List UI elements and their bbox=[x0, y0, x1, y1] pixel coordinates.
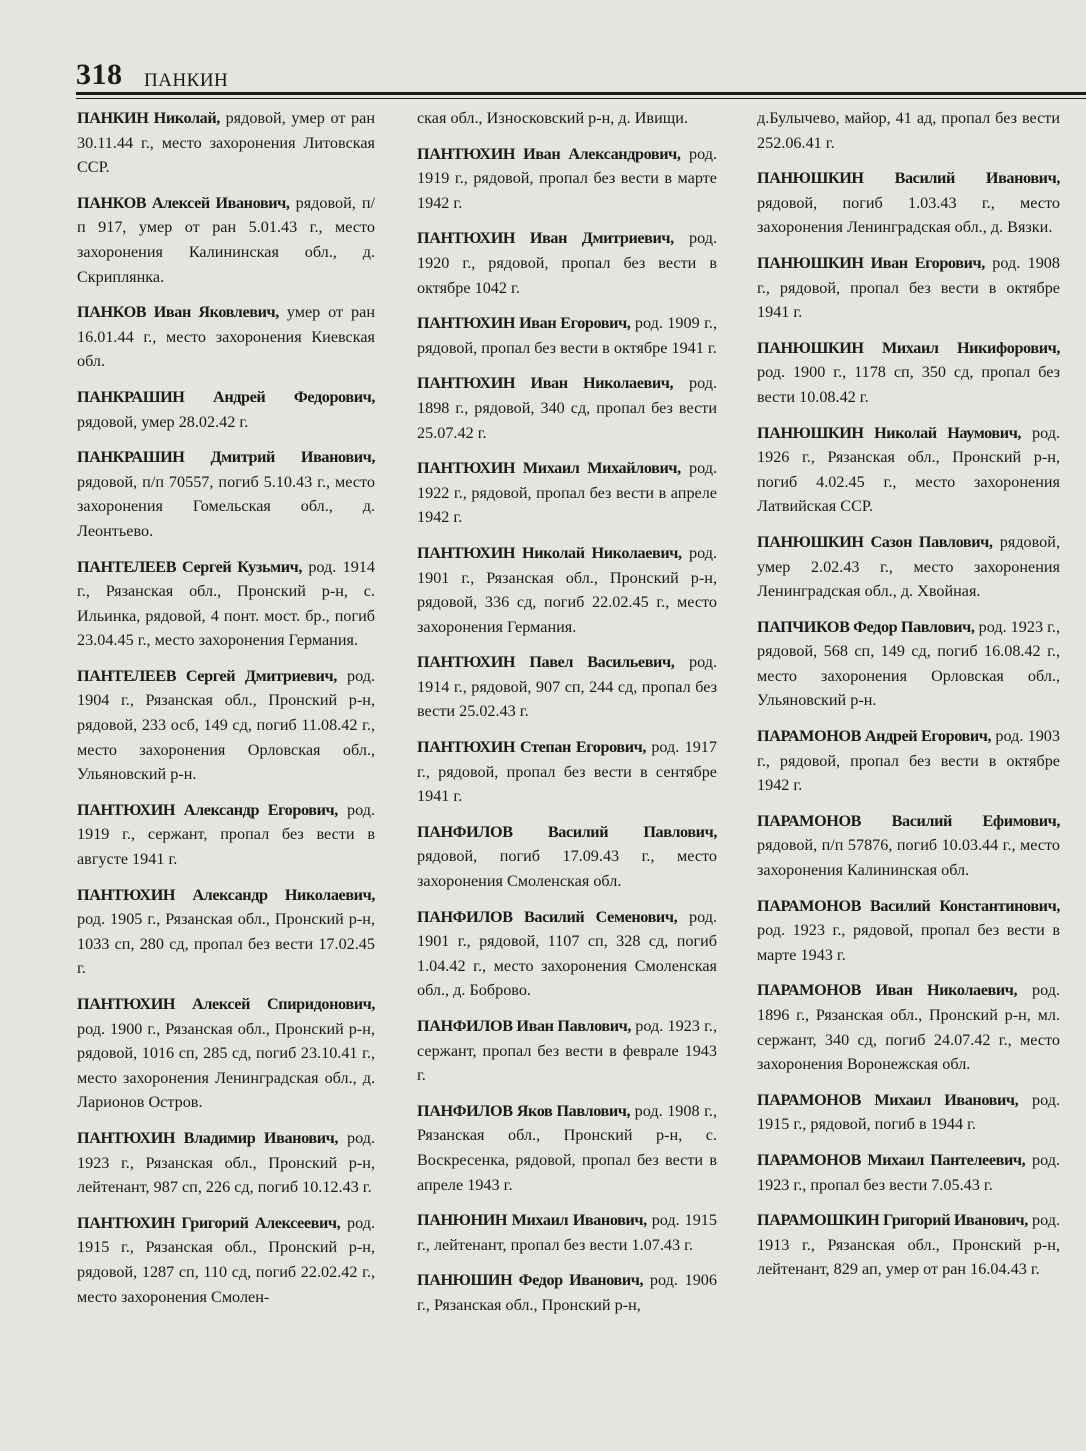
entry-text: рядовой, погиб 17.09.43 г., место захоронения Смоленская обл. bbox=[417, 847, 717, 891]
entry-name: ПАНТЮХИН Александр Егорович, bbox=[77, 800, 338, 819]
entry-text: род. 1922 г., рядовой, пропал без вести в апреле 1942 г. bbox=[417, 459, 717, 527]
entry-text: род. 1917 г., рядовой, пропал без вести в сентябре 1941 г. bbox=[417, 738, 717, 806]
entry-text: род. 1900 г., 1178 сп, 350 сд, пропал без вести 10.08.42 г. bbox=[757, 363, 1060, 406]
list-item bbox=[417, 650, 717, 724]
entry-text: рядовой, п/п 57876, погиб 10.03.44 г., место захоронения Калининская обл. bbox=[757, 836, 1060, 880]
entry-name: ПАНФИЛОВ Иван Павлович, bbox=[417, 1017, 632, 1035]
entry-text: рядовой, умер 28.02.42 г. bbox=[77, 412, 249, 431]
entry-name: ПАНФИЛОВ Василий Семенович, bbox=[417, 907, 678, 926]
entry-name: ПАНКРАШИН Андрей Федорович, bbox=[77, 387, 375, 406]
entry-text: род. 1914 г., Рязанская обл., Пронский р-н, с. Ильинка, рядовой, 4 понт. мост. бр., погиб 23.04.45 г., место захоронения Германия. bbox=[77, 557, 375, 650]
list-item bbox=[757, 615, 1060, 713]
list-item bbox=[77, 883, 375, 981]
list-item bbox=[417, 371, 717, 445]
list-item bbox=[757, 421, 1060, 519]
entry-text: род. 1915 г., Рязанская обл., Пронский р-н, рядовой, 1287 сп, 110 сд, погиб 22.02.42 г., место захоронения Смолен- bbox=[77, 1213, 375, 1306]
entry-text: род. 1923 г., рядовой, 568 сп, 149 сд, погиб 16.08.42 г., место захоронения Орловская обл., Ульяновский р-н. bbox=[757, 617, 1061, 710]
entry-name: ПАНТЮХИН Иван Дмитриевич, bbox=[417, 229, 674, 248]
entry-text: рядовой, умер от ран 30.11.44 г., место захоронения Литовская ССР. bbox=[77, 109, 375, 177]
list-item bbox=[417, 541, 717, 639]
list-item bbox=[417, 1014, 717, 1088]
entry-text: род. 1915 г., лейтенант, пропал без вести 1.07.43 г. bbox=[417, 1211, 717, 1254]
entry-name: ПАНКРАШИН Дмитрий Иванович, bbox=[77, 448, 375, 467]
entry-text: род. 1903 г., рядовой, пропал без вести в октябре 1942 г. bbox=[757, 727, 1060, 795]
entry-text: рядовой, умер 2.02.43 г., место захоронения Ленинградская обл., д. Хвойная. bbox=[757, 532, 1060, 601]
entry-text: род. 1904 г., Рязанская обл., Пронский р-н, рядовой, 233 осб, 149 сд, погиб 11.08.42 г., место захоронения Орловская обл., Ульяновский р-н. bbox=[77, 666, 375, 784]
list-item bbox=[757, 166, 1060, 240]
entry-name: ПАНТЮХИН Степан Егорович, bbox=[417, 738, 647, 757]
list-item bbox=[417, 456, 717, 530]
list-item bbox=[757, 809, 1060, 883]
entry-text: рядовой, п/п 70557, погиб 5.10.43 г., место захоронения Гомельская обл., д. Леонтьево. bbox=[77, 472, 375, 540]
entry-name: ПАНЮШКИН Михаил Никифорович, bbox=[757, 338, 1060, 357]
entry-text: род. 1901 г., рядовой, 1107 сп, 328 сд, погиб 1.04.42 г., место захоронения Смоленская обл., д. Боброво. bbox=[417, 907, 718, 1000]
entry-text: род. 1919 г., рядовой, пропал без вести в марте 1942 г. bbox=[417, 144, 717, 212]
entry-text: род. 1896 г., Рязанская обл., Пронский р-н, мл. сержант, 340 сд, погиб 24.07.42 г., место захоронения Воронежская обл. bbox=[757, 981, 1060, 1074]
list-item bbox=[77, 106, 375, 180]
list-item bbox=[417, 1268, 717, 1317]
list-item bbox=[77, 385, 375, 434]
entry-name: ПАНФИЛОВ Яков Павлович, bbox=[417, 1101, 631, 1120]
entry-name: ПАПЧИКОВ Федор Павлович, bbox=[757, 617, 975, 636]
list-item bbox=[417, 1208, 717, 1257]
entry-text: род. 1915 г., рядовой, погиб в 1944 г. bbox=[757, 1090, 1060, 1134]
list-item bbox=[757, 724, 1060, 798]
continued-entry-text: ская обл., Износковский р-н, д. Ивищи. bbox=[417, 109, 688, 127]
list-item bbox=[77, 664, 375, 787]
entry-text: род. 1898 г., рядовой, 340 сд, пропал без вести 25.07.42 г. bbox=[417, 374, 717, 442]
entry-name: ПАНКОВ Иван Яковлевич, bbox=[77, 303, 279, 322]
list-item bbox=[77, 798, 375, 872]
list-item bbox=[417, 905, 717, 1003]
entry-name: ПАНТЮХИН Иван Александрович, bbox=[417, 144, 681, 163]
entry-text: род. 1923 г., рядовой, пропал без вести в марте 1943 г. bbox=[757, 921, 1060, 964]
list-item bbox=[757, 251, 1060, 325]
list-item bbox=[417, 311, 717, 360]
entry-name: ПАНЮШИН Федор Иванович, bbox=[417, 1271, 644, 1290]
list-item bbox=[77, 300, 375, 374]
entry-name: ПАНЮШКИН Василий Иванович, bbox=[757, 169, 1060, 188]
entry-text: род. 1901 г., Рязанская обл., Пронский р-н, рядовой, 336 сд, погиб 22.02.45 г., место захоронения Германия. bbox=[417, 543, 718, 636]
column-2 bbox=[417, 106, 717, 1329]
entry-name: ПАРАМОНОВ Иван Николаевич, bbox=[757, 981, 1018, 1000]
entry-name: ПАРАМОНОВ Михаил Пантелеевич, bbox=[757, 1150, 1026, 1169]
list-item bbox=[77, 1211, 375, 1309]
entry-name: ПАНКИН Николай, bbox=[77, 109, 220, 127]
entry-text: род. 1919 г., сержант, пропал без вести в августе 1941 г. bbox=[77, 800, 375, 869]
entry-name: ПАНЮШКИН Сазон Павлович, bbox=[757, 532, 993, 551]
entry-text: род. 1926 г., Рязанская обл., Пронский р-н, погиб 4.02.45 г., место захоронения Латвийская ССР. bbox=[757, 423, 1060, 516]
list-item bbox=[757, 1088, 1060, 1137]
entry-name: ПАНЮШКИН Иван Егорович, bbox=[757, 253, 985, 272]
entry-name: ПАРАМОШКИН Григорий Иванович, bbox=[757, 1211, 1028, 1230]
entry-name: ПАНТЮХИН Александр Николаевич, bbox=[77, 885, 375, 904]
entry-name: ПАНТЮХИН Иван Егорович, bbox=[417, 314, 631, 333]
list-item bbox=[757, 530, 1060, 604]
header-rule-thin bbox=[76, 98, 1086, 99]
entry-text: род. 1908 г., рядовой, пропал без вести в октябре 1941 г. bbox=[757, 253, 1060, 322]
entry-name: ПАНТЮХИН Григорий Алексеевич, bbox=[77, 1213, 341, 1232]
entry-text: род. 1900 г., Рязанская обл., Пронский р-н, рядовой, 1016 сп, 285 сд, погиб 23.10.41 г., место захоронения Ленинградская обл., д. Ларионов Остров. bbox=[77, 1019, 375, 1112]
running-head: ПАНКИН bbox=[144, 70, 229, 91]
list-item bbox=[757, 1148, 1060, 1197]
column-1 bbox=[77, 106, 375, 1320]
entry-name: ПАНЮНИН Михаил Иванович, bbox=[417, 1211, 647, 1230]
entry-text: род. 1908 г., Рязанская обл., Пронский р-н, с. Воскресенка, рядовой, пропал без вести в апреле 1943 г. bbox=[417, 1101, 718, 1194]
entry-name: ПАНТЮХИН Владимир Иванович, bbox=[77, 1128, 338, 1147]
entry-name: ПАНТЮХИН Иван Николаевич, bbox=[417, 374, 674, 393]
entry-name: ПАРАМОНОВ Михаил Иванович, bbox=[757, 1090, 1019, 1109]
list-item bbox=[757, 894, 1060, 968]
list-item bbox=[77, 555, 375, 653]
column-3 bbox=[757, 106, 1060, 1293]
list-item bbox=[757, 978, 1060, 1076]
entry-name: ПАРАМОНОВ Андрей Егорович, bbox=[757, 727, 992, 746]
list-item bbox=[757, 1208, 1060, 1282]
entry-name: ПАНТЮХИН Николай Николаевич, bbox=[417, 543, 682, 562]
entry-text: род. 1906 г., Рязанская обл., Пронский р-н, bbox=[417, 1271, 717, 1314]
list-item bbox=[77, 445, 375, 543]
list-item bbox=[757, 336, 1060, 410]
list-item bbox=[417, 820, 717, 894]
page-header bbox=[76, 58, 1086, 94]
continued-entry-text: д.Булычево, майор, 41 ад, пропал без вести 252.06.41 г. bbox=[757, 109, 1060, 152]
entry-text: род. 1913 г., Рязанская обл., Пронский р-н, лейтенант, 829 ап, умер от ран 16.04.43 г. bbox=[757, 1211, 1060, 1279]
list-item bbox=[417, 142, 717, 216]
entry-name: ПАНЮШКИН Николай Наумович, bbox=[757, 423, 1022, 442]
entry-name: ПАНФИЛОВ Василий Павлович, bbox=[417, 822, 717, 841]
entry-text: род. 1909 г., рядовой, пропал без вести в октябре 1941 г. bbox=[417, 314, 717, 357]
entry-text: род. 1923 г., пропал без вести 7.05.43 г. bbox=[757, 1150, 1060, 1194]
entry-text: род. 1923 г., Рязанская обл., Пронский р-н, лейтенант, 987 сп, 226 сд, погиб 10.12.43 г. bbox=[77, 1128, 375, 1197]
entry-text: рядовой, погиб 1.03.43 г., место захоронения Ленинградская обл., д. Вязки. bbox=[757, 193, 1060, 237]
entry-text: род. 1920 г., рядовой, пропал без вести в октябре 1042 г. bbox=[417, 229, 718, 297]
list-item bbox=[77, 191, 375, 289]
entry-name: ПАНТЮХИН Алексей Спиридонович, bbox=[77, 995, 375, 1013]
entry-text: умер от ран 16.01.44 г., место захоронения Киевская обл. bbox=[77, 303, 375, 371]
entry-name: ПАНТЮХИН Павел Васильевич, bbox=[417, 653, 675, 672]
list-item bbox=[77, 1126, 375, 1200]
header-rule-thick bbox=[76, 92, 1086, 95]
entry-name: ПАНТЕЛЕЕВ Сергей Кузьмич, bbox=[77, 557, 303, 576]
list-item bbox=[417, 226, 717, 300]
entry-name: ПАНТЕЛЕЕВ Сергей Дмитриевич, bbox=[77, 666, 337, 685]
entry-name: ПАРАМОНОВ Василий Константинович, bbox=[757, 896, 1060, 915]
entry-text: род. 1905 г., Рязанская обл., Пронский р-н, 1033 сп, 280 сд, пропал без вести 17.02.45 г. bbox=[77, 910, 375, 978]
page-number: 318 bbox=[76, 58, 123, 91]
entry-name: ПАРАМОНОВ Василий Ефимович, bbox=[757, 811, 1060, 830]
entry-name: ПАНТЮХИН Михаил Михайлович, bbox=[417, 459, 681, 478]
list-item bbox=[77, 992, 375, 1115]
list-item bbox=[417, 1099, 717, 1197]
entry-text: род. 1923 г., сержант, пропал без вести в феврале 1943 г. bbox=[417, 1017, 717, 1085]
list-item bbox=[417, 735, 717, 809]
entry-text: род. 1914 г., рядовой, 907 сп, 244 сд, пропал без вести 25.02.43 г. bbox=[417, 653, 717, 721]
entry-name: ПАНКОВ Алексей Иванович, bbox=[77, 193, 290, 212]
entry-text: рядовой, п/п 917, умер от ран 5.01.43 г., место захоронения Калининская обл., д. Скриплянка. bbox=[77, 193, 375, 286]
